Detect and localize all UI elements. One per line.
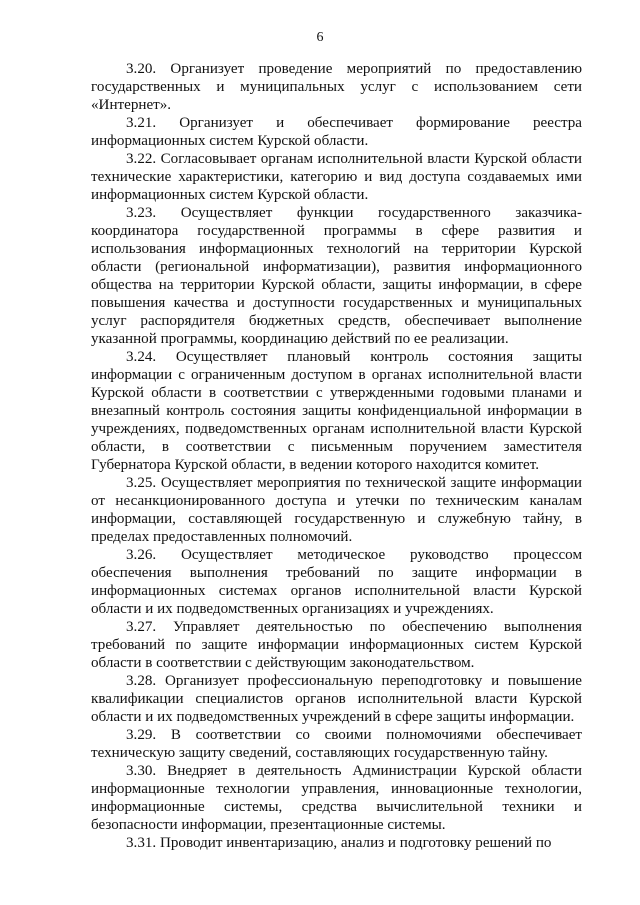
paragraph-3-24: 3.24. Осуществляет плановый контроль состояния защиты информации с ограниченным доступом в органах исполнительной власти Курской области в соответствии с утвержденными годовыми планами и внезапный контроль состояния защиты конфиденциальной информации в учреждениях, подведомственных органам исполнительной власти Курской области, в соответствии с письменным поручением заместителя Губернатора Курской области, в ведении которого находится комитет. (91, 349, 582, 473)
paragraph-3-31: 3.31. Проводит инвентаризацию, анализ и подготовку решений по (126, 835, 552, 851)
paragraph-3-21: 3.21. Организует и обеспечивает формирование реестра информационных систем Курской области. (91, 115, 582, 149)
document-body (91, 60, 582, 852)
paragraph-3-28: 3.28. Организует профессиональную переподготовку и повышение квалификации специалистов органов исполнительной власти Курской области и их подведомственных учреждений в сфере защиты информации. (91, 673, 582, 725)
paragraph-3-27: 3.27. Управляет деятельностью по обеспечению выполнения требований по защите информации информационных систем Курской области в соответствии с действующим законодательством. (91, 619, 582, 671)
paragraph-3-29: 3.29. В соответствии со своими полномочиями обеспечивает техническую защиту сведений, составляющих государственную тайну. (91, 727, 582, 761)
paragraph-3-20: 3.20. Организует проведение мероприятий по предоставлению государственных и муниципальных услуг с использованием сети «Интернет». (91, 61, 582, 113)
paragraph-3-26: 3.26. Осуществляет методическое руководство процессом обеспечения выполнения требований по защите информации в информационных системах органов исполнительной власти Курской области и их подведомственных организациях и учреждениях. (91, 547, 582, 617)
paragraph-3-23: 3.23. Осуществляет функции государственного заказчика-координатора государственной программы в сфере развития и использования информационных технологий на территории Курской области (региональной информатизации), развития информационного общества на территории Курской области, защиты информации, в сфере повышения качества и доступности государственных и муниципальных услуг распорядителя бюджетных средств, обеспечивает выполнение указанной программы, координацию действий по ее реализации. (91, 205, 582, 347)
paragraph-3-30: 3.30. Внедряет в деятельность Администрации Курской области информационные технологии управления, инновационные технологии, информационные системы, средства вычислительной техники и безопасности информации, презентационные системы. (91, 763, 582, 833)
page-number: 6 (316, 30, 324, 45)
paragraph-3-22: 3.22. Согласовывает органам исполнительной власти Курской области технические характеристики, категорию и вид доступа создаваемых ими информационных систем Курской области. (91, 151, 582, 203)
paragraph-3-25: 3.25. Осуществляет мероприятия по технической защите информации от несанкционированного доступа и утечки по техническим каналам информации, составляющей государственную и служебную тайну, в пределах предоставленных полномочий. (91, 475, 582, 545)
